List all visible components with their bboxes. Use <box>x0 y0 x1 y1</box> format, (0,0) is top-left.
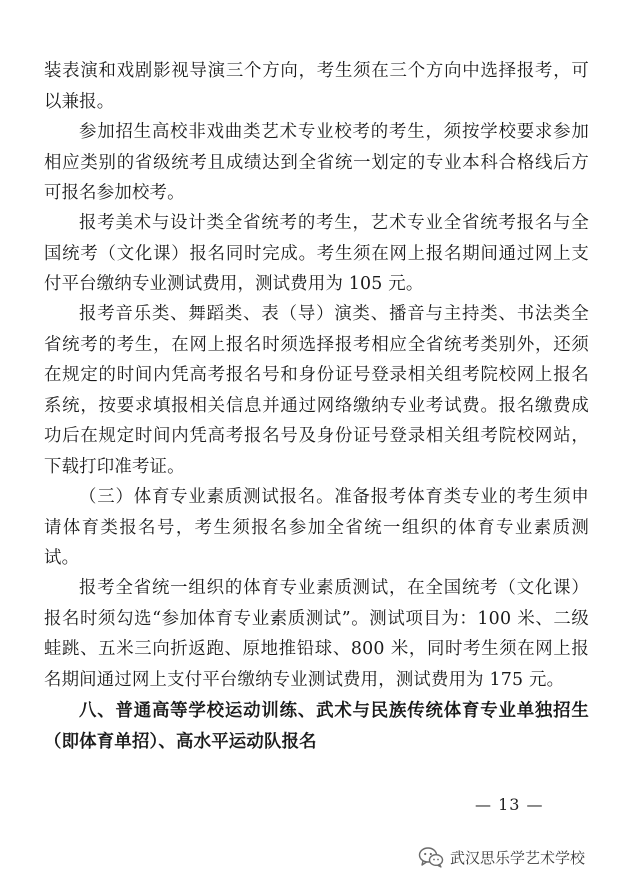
paragraph-school-exam: 参加招生高校非戏曲类艺术专业校考的考生，须按学校要求参加相应类别的省级统考且成绩达到全省统一划定的专业本科合格线后方可报名参加校考。 <box>44 122 589 203</box>
wechat-icon <box>418 846 444 868</box>
page-number: — 13 — <box>475 795 544 814</box>
watermark-text: 武汉思乐学艺术学校 <box>450 848 586 867</box>
wechat-watermark <box>418 846 585 868</box>
paragraph-music-dance: 报考音乐类、舞蹈类、表（导）演类、播音与主持类、书法类全省统考的考生，在网上报名时须选择报考相应全省统考类别外，还须在规定的时间内凭高考报名号和身份证号登录相关组考院校网上报名系统，按要求填报相关信息并通过网络缴纳专业考试费。报名缴费成功后在规定时间内凭高考报名号及身份证号登录相关组考院校网站，下载打印准考证。 <box>44 304 589 477</box>
paragraph-sports-registration: （三）体育专业素质测试报名。准备报考体育类专业的考生须申请体育类报名号，考生须报名参加全省统一组织的体育专业素质测试。 <box>44 487 589 568</box>
paragraph-art-design: 报考美术与设计类全省统考的考生，艺术专业全省统考报名与全国统考（文化课）报名同时完成。考生须在网上报名期间通过网上支付平台缴纳专业测试费用，测试费用为 105 元。 <box>44 213 589 294</box>
paragraph-sports-test: 报考全省统一组织的体育专业素质测试，在全国统考（文化课）报名时须勾选“参加体育专业素质测试”。测试项目为：100 米、二级蛙跳、五米三向折返跑、原地推铅球、800 米，同时考生须在网上报名期间通过网上支付平台缴纳专业测试费用，测试费用为 175 元。 <box>44 578 589 690</box>
section-heading: 八、普通高等学校运动训练、武术与民族传统体育专业单独招生（即体育单招）、高水平运动队报名 <box>44 701 589 752</box>
paragraph-continuation: 装表演和戏剧影视导演三个方向，考生须在三个方向中选择报考，可以兼报。 <box>44 61 589 112</box>
